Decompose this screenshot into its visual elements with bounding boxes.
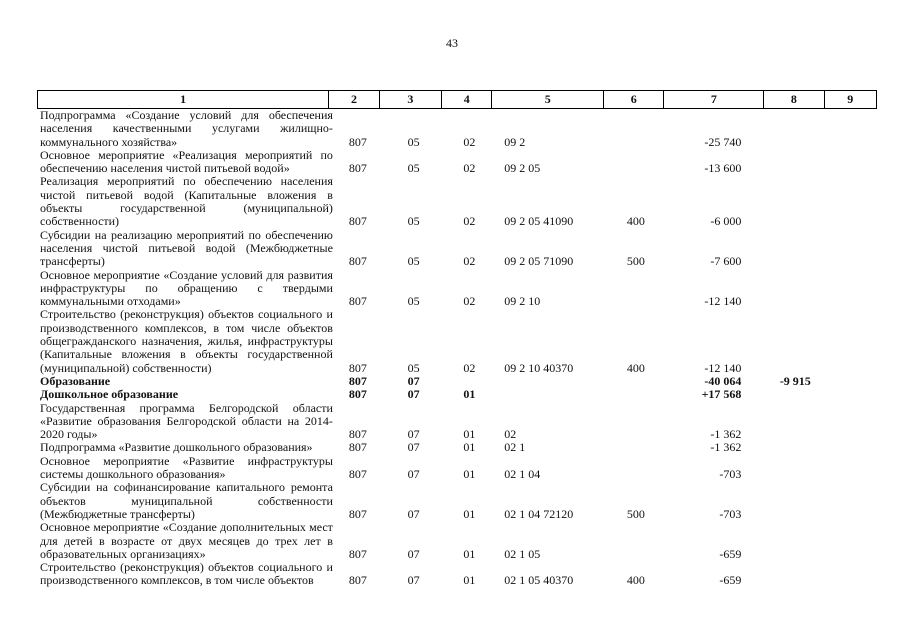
header-col-1: 1 (38, 91, 329, 109)
row-code-subsection: 01 (463, 440, 476, 455)
table-row (37, 149, 877, 176)
row-code-chapter: 807 (348, 427, 367, 442)
row-code-target: 09 2 05 71090 (504, 254, 574, 269)
row-amount: -12 140 (704, 294, 742, 309)
row-code-chapter: 807 (348, 373, 367, 388)
row-code-section: 05 (407, 294, 420, 309)
row-amount: -40 064 (704, 373, 742, 388)
row-name: Основное мероприятие «Реализация мероприятий по обеспечению населения чистой питьевой водой» (40, 147, 333, 176)
row-name: Дошкольное образование (40, 387, 179, 402)
row-amount: -1 362 (710, 427, 742, 442)
row-code-subsection: 02 (463, 134, 476, 149)
row-amount: +17 568 (701, 387, 742, 402)
row-code-section: 07 (407, 467, 420, 482)
table-row (37, 175, 877, 228)
row-amount: -659 (719, 546, 742, 561)
row-amount: -1 362 (710, 440, 742, 455)
row-code-section: 07 (407, 427, 420, 442)
row-code-chapter: 807 (348, 161, 367, 176)
row-code-subsection: 02 (463, 254, 476, 269)
row-code-subsection: 02 (463, 360, 476, 375)
row-amount: -659 (719, 573, 742, 588)
row-code-section: 07 (407, 387, 420, 402)
row-code-expense-type: 400 (626, 214, 645, 229)
row-name: Основное мероприятие «Создание условий для развития инфраструктуры по обращению с твердыми коммунальными отходами» (40, 267, 333, 309)
row-code-chapter: 807 (348, 506, 367, 521)
row-amount: -703 (719, 506, 742, 521)
row-code-subsection: 01 (463, 467, 476, 482)
row-code-chapter: 807 (348, 467, 367, 482)
row-code-section: 07 (407, 573, 420, 588)
row-code-section: 05 (407, 214, 420, 229)
table-body (37, 109, 877, 588)
page-number: 43 (446, 36, 458, 50)
row-code-section: 05 (407, 360, 420, 375)
row-code-target: 02 1 (504, 440, 526, 455)
table-row (37, 455, 877, 482)
row-code-section: 05 (407, 134, 420, 149)
row-code-chapter: 807 (348, 573, 367, 588)
table-row (37, 481, 877, 521)
header-col-9: 9 (824, 91, 876, 109)
row-code-target: 02 1 05 (504, 546, 541, 561)
header-col-7: 7 (664, 91, 764, 109)
row-code-expense-type: 500 (626, 506, 645, 521)
row-amount-extra: -9 915 (779, 373, 811, 388)
table-row (37, 561, 877, 588)
row-amount: -7 600 (710, 254, 742, 269)
row-code-expense-type: 400 (626, 360, 645, 375)
row-code-chapter: 807 (348, 294, 367, 309)
row-name: Основное мероприятие «Создание дополнительных мест для детей в возрасте от двух месяцев до трех лет в образовательных организациях» (40, 520, 333, 561)
row-code-section: 07 (407, 546, 420, 561)
row-amount: -703 (719, 467, 742, 482)
table-row (37, 308, 877, 374)
row-name: Реализация мероприятий по обеспечению населения чистой питьевой водой (Капитальные вложения в объекты государственной (муниципальной) собственности) (40, 174, 333, 229)
row-code-chapter: 807 (348, 440, 367, 455)
row-amount: -13 600 (704, 161, 742, 176)
row-name: Подпрограмма «Развитие дошкольного образования» (40, 440, 313, 455)
table-row (37, 109, 877, 149)
row-code-subsection: 01 (463, 546, 476, 561)
table-row (37, 375, 877, 388)
row-code-target: 09 2 05 (504, 161, 541, 176)
row-amount: -25 740 (704, 134, 742, 149)
row-name: Субсидии на софинансирование капитального ремонта объектов муниципальной собственности (Межбюджетные трансферты) (40, 480, 333, 521)
row-code-section: 07 (407, 440, 420, 455)
row-name: Строительство (реконструкция) объектов социального и производственного комплексов, в том числе объектов (40, 560, 333, 588)
row-code-subsection: 01 (463, 506, 476, 521)
table-row (37, 388, 877, 401)
row-code-subsection: 01 (463, 427, 476, 442)
row-code-target: 02 1 04 72120 (504, 506, 574, 521)
row-name: Государственная программа Белгородской области «Развитие образования Белгородской области на 2014-2020 годы» (40, 400, 333, 442)
row-code-section: 05 (407, 254, 420, 269)
row-code-chapter: 807 (348, 360, 367, 375)
row-code-chapter: 807 (348, 546, 367, 561)
row-code-subsection: 02 (463, 161, 476, 176)
row-name: Основное мероприятие «Развитие инфраструктуры системы дошкольного образования» (40, 453, 333, 482)
row-code-section: 07 (407, 506, 420, 521)
table-row (37, 521, 877, 561)
row-code-expense-type: 400 (626, 573, 645, 588)
row-code-expense-type: 500 (626, 254, 645, 269)
row-code-subsection: 01 (463, 573, 476, 588)
row-code-target: 09 2 05 41090 (504, 214, 574, 229)
table-header (37, 90, 877, 109)
header-col-4: 4 (442, 91, 492, 109)
row-code-target: 09 2 10 40370 (504, 360, 574, 375)
row-name: Образование (40, 373, 111, 388)
row-code-section: 07 (407, 373, 420, 388)
header-col-6: 6 (604, 91, 664, 109)
row-code-target: 02 (504, 427, 517, 442)
row-code-target: 02 1 04 (504, 467, 541, 482)
row-code-target: 02 1 05 40370 (504, 573, 574, 588)
row-code-target: 09 2 (504, 134, 526, 149)
header-col-3: 3 (379, 91, 441, 109)
row-code-subsection: 02 (463, 294, 476, 309)
row-code-chapter: 807 (348, 214, 367, 229)
header-col-8: 8 (764, 91, 824, 109)
row-name: Субсидии на реализацию мероприятий по обеспечению населения чистой питьевой водой (Межбюджетные трансферты) (40, 227, 333, 269)
table-row (37, 402, 877, 442)
table-row (37, 441, 877, 454)
row-amount: -6 000 (710, 214, 742, 229)
row-code-subsection: 02 (463, 214, 476, 229)
table-row (37, 269, 877, 309)
header-col-2: 2 (329, 91, 379, 109)
row-name: Строительство (реконструкция) объектов социального и производственного комплексов, в том числе объектов общегражданского назначения, жилья, инфраструктуры (Капитальные вложения в объекты государственной (муниципальной) собственности) (40, 307, 333, 375)
row-amount: -12 140 (704, 360, 742, 375)
row-code-chapter: 807 (348, 387, 367, 402)
row-name: Подпрограмма «Создание условий для обеспечения населения качественными услугами жилищно-коммунального хозяйства» (40, 108, 333, 149)
row-code-target: 09 2 10 (504, 294, 541, 309)
header-col-5: 5 (492, 91, 604, 109)
row-code-chapter: 807 (348, 254, 367, 269)
row-code-section: 05 (407, 161, 420, 176)
row-code-chapter: 807 (348, 134, 367, 149)
table-row (37, 229, 877, 269)
row-code-subsection: 01 (463, 387, 476, 402)
